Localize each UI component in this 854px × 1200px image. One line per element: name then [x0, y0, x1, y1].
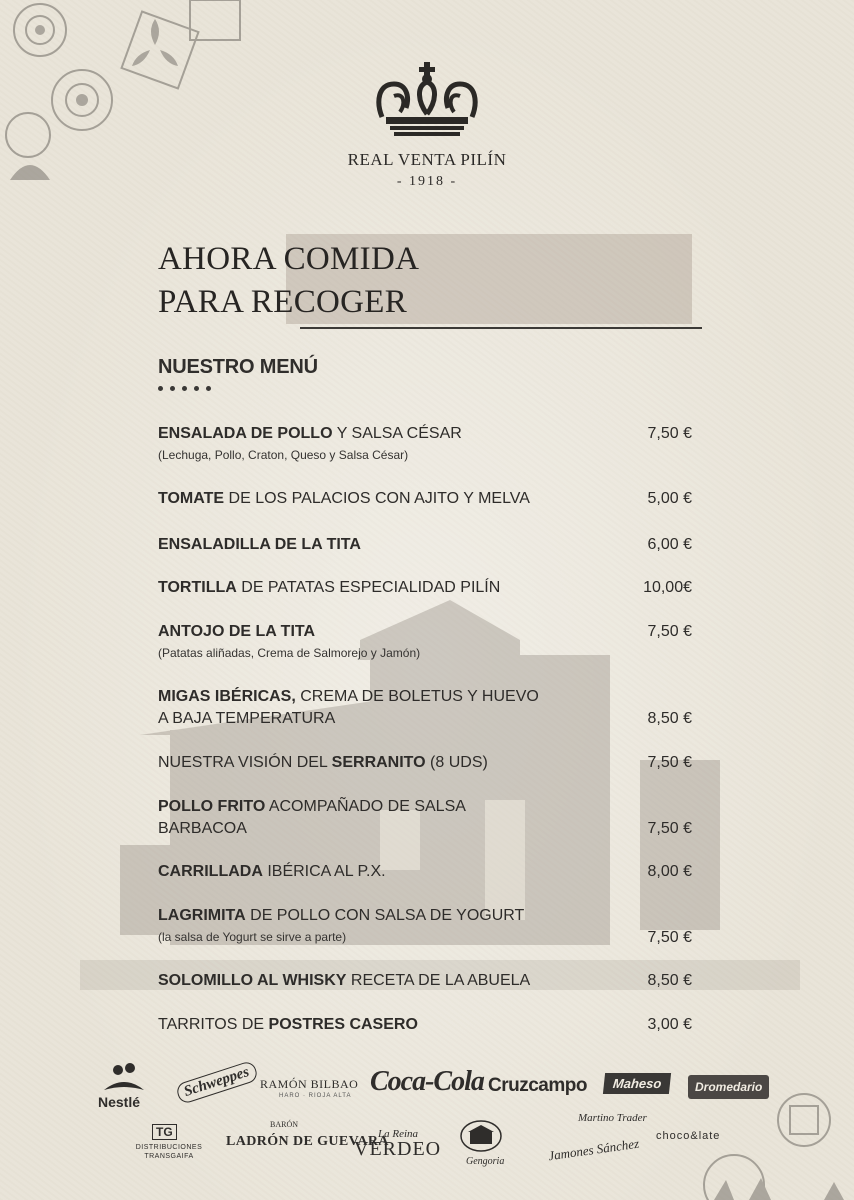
section-title: NUESTRO MENÚ	[158, 356, 318, 378]
sponsor-coca-cola: Coca-Cola	[370, 1066, 484, 1097]
menu-item-price: 5,00 €	[647, 490, 692, 507]
menu-item: CARRILLADA IBÉRICA AL P.X. 8,00 €	[158, 861, 692, 883]
menu-item: SOLOMILLO AL WHISKY RECETA DE LA ABUELA 8,50 €	[158, 970, 692, 992]
section-dots	[158, 386, 238, 394]
menu-item-price: 7,50 €	[647, 820, 692, 837]
sponsor-jamones-sanchez: Jamones Sánchez	[547, 1135, 640, 1164]
brand-name: REAL VENTA PILÍN	[347, 150, 507, 169]
sponsor-transgaifa: DISTRIBUCIONES TRANSGAIFA	[135, 1144, 203, 1160]
sponsor-martino-trader: Martino Trader	[578, 1112, 647, 1124]
sponsor-transgaifa-icon: TG	[152, 1124, 177, 1140]
menu-item-price: 7,50 €	[647, 929, 692, 946]
page-title	[158, 238, 419, 324]
menu-item: NUESTRA VISIÓN DEL SERRANITO (8 UDS) 7,50 €	[158, 752, 692, 774]
menu-item: LAGRIMITA DE POLLO CON SALSA DE YOGURT (la salsa de Yogurt se sirve a parte) 7,50 €	[158, 905, 692, 946]
menu-item-detail: (Lechuga, Pollo, Craton, Queso y Salsa César)	[158, 448, 409, 462]
menu-item-price: 7,50 €	[647, 754, 692, 771]
sponsor-ramon-bilbao: RAMÓN BILBAO	[260, 1077, 359, 1091]
menu-item: TARRITOS DE POSTRES CASERO 3,00 €	[158, 1014, 692, 1036]
nestle-nest-icon	[100, 1060, 148, 1094]
menu-item-detail: (Patatas aliñadas, Crema de Salmorejo y Jamón)	[158, 646, 421, 660]
menu-item-price: 8,50 €	[647, 972, 692, 989]
menu-item-price: 7,50 €	[647, 425, 692, 442]
sponsor-ramon-bilbao-sub: HARO · RIOJA ALTA	[279, 1093, 352, 1099]
menu-item-price: 6,00 €	[647, 536, 692, 553]
menu-item-detail: (la salsa de Yogurt se sirve a parte)	[158, 930, 347, 944]
headline-divider	[300, 327, 702, 329]
sponsor-maheso: Maheso	[603, 1073, 672, 1094]
gengoria-building-icon	[460, 1120, 502, 1152]
decorative-tiles-bottom-right	[654, 1090, 854, 1200]
menu-item: POLLO FRITO ACOMPAÑADO DE SALSA BARBACOA 7,50 €	[158, 796, 692, 840]
sponsor-nestle: Nestlé	[98, 1094, 141, 1110]
menu-item: ANTOJO DE LA TITA (Patatas aliñadas, Crema de Salmorejo y Jamón) 7,50 €	[158, 623, 692, 660]
sponsor-la-reina: La Reina	[378, 1128, 419, 1140]
menu-item: MIGAS IBÉRICAS, CREMA DE BOLETUS Y HUEVO A BAJA TEMPERATURA 8,50 €	[158, 686, 692, 730]
menu-item-price: 8,00 €	[647, 863, 692, 880]
crown-logo-icon	[376, 62, 478, 140]
sponsor-cruzcampo: Cruzcampo	[488, 1075, 587, 1096]
menu-item-price: 8,50 €	[647, 710, 692, 727]
menu-item-price: 10,00€	[643, 579, 692, 596]
menu-item: TOMATE DE LOS PALACIOS CON AJITO Y MELVA 5,00 €	[158, 488, 692, 510]
menu-item-price: 3,00 €	[647, 1016, 692, 1033]
sponsor-gengoria: Gengoria	[466, 1156, 505, 1167]
sponsor-schweppes: Schweppes	[175, 1060, 259, 1105]
menu-item: TORTILLA DE PATATAS ESPECIALIDAD PILÍN 10,00€	[158, 577, 692, 599]
sponsor-dromedario: Dromedario	[688, 1075, 769, 1099]
menu-item: ENSALADA DE POLLO Y SALSA CÉSAR (Lechuga, Pollo, Craton, Queso y Salsa César) 7,50 €	[158, 425, 692, 462]
sponsor-chocolate: choco&late	[656, 1130, 721, 1142]
sponsor-verdeo: VERDEO	[354, 1138, 442, 1160]
menu-item-price: 7,50 €	[647, 623, 692, 640]
brand-year: - 1918 -	[396, 174, 458, 189]
headline-line-1: AHORA COMIDA	[158, 241, 420, 277]
headline-line-2: PARA RECOGER	[158, 284, 408, 320]
sponsor-ladron-de-guevara: LADRÓN DE GUEVARA	[226, 1134, 389, 1149]
menu-item: ENSALADILLA DE LA TITA 6,00 €	[158, 534, 692, 556]
sponsor-baron: BARÓN	[270, 1120, 299, 1129]
